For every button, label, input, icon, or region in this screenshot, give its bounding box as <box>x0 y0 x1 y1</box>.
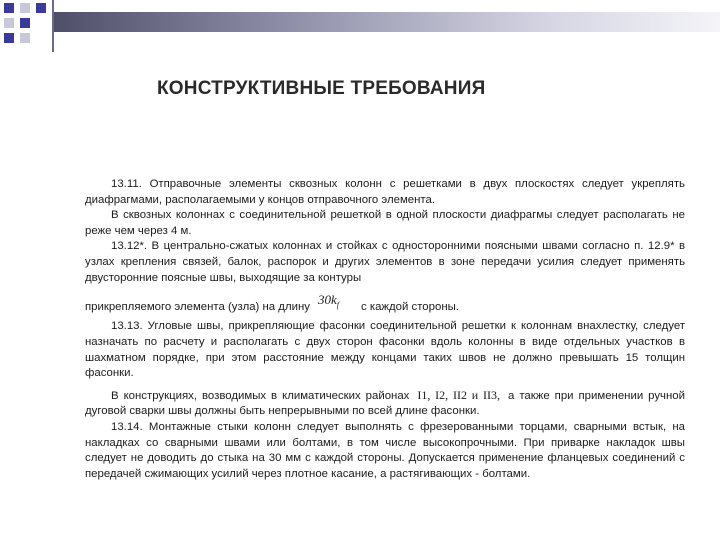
paragraph-diaphragm: В сквозных колоннах с соединительной решеткой в одной плоскости диафрагмы следует располагать не реже чем через 4 м. <box>85 209 685 237</box>
decor-top-bar <box>54 12 720 32</box>
paragraph-13-13: 13.13. Угловые швы, прикрепляющие фасонки соединительной решетки к колоннам внахлестку, следует назначать по расчету и располагать с двух сторон фасонки вдоль колонны в виде отдельных участков в шахматном порядке, при этом расстояние между концами таких швов не должно превышать 15 толщин фасонки. <box>85 320 685 380</box>
decor-square <box>20 33 30 43</box>
decor-square <box>4 33 14 43</box>
decor-square <box>20 18 30 28</box>
decor-square <box>20 3 30 13</box>
decor-square <box>4 3 14 13</box>
climate-text-end: а также при применении ручной дуговой сварки швы должны быть непрерывными по всей длине фасонки. <box>85 389 685 418</box>
paragraph-13-12: 13.12*. В центрально-сжатых колоннах и стойках с односторонними поясными швами согласно п. 12.9* в узлах крепления связей, балок, распорок и других элементов в зоне передачи усилия следует применять двусторонние поясные швы, выходящие за контуры <box>85 240 685 284</box>
body-text <box>85 177 685 482</box>
length-text: прикрепляемого элемента (узла) на длину <box>85 301 310 314</box>
paragraph-13-14: 13.14. Монтажные стыки колонн следует выполнять с фрезерованными торцами, сварными встык, на накладках со сварными швами или болтами, в том числе высокопрочными. При приварке накладок швы следует не доводить до стыка на 30 мм с каждой стороны. Допускается применение фланцевых соединений с передачей сжимающих усилий через плотное касание, а растягивающих - болтами. <box>85 420 685 480</box>
slide-title: КОНСТРУКТИВНЫЕ ТРЕБОВАНИЯ <box>157 78 486 99</box>
length-text-end: с каждой стороны. <box>360 301 459 314</box>
paragraph-13-11: 13.11. Отправочные элементы сквозных колонн с решетками в двух плоскостях следует укреплять диафрагмами, располагаемыми у концов отправочного элемента. <box>85 178 685 206</box>
length-formula: $30k_f$ <box>317 292 339 310</box>
climate-text: В конструкциях, возводимых в климатических районах <box>111 389 410 402</box>
climate-regions: I1, I2, II2 и II3, <box>417 387 501 402</box>
decor-square <box>36 3 46 13</box>
decor-square <box>4 18 14 28</box>
paragraph-climate <box>85 388 685 420</box>
paragraph-length <box>85 292 685 319</box>
